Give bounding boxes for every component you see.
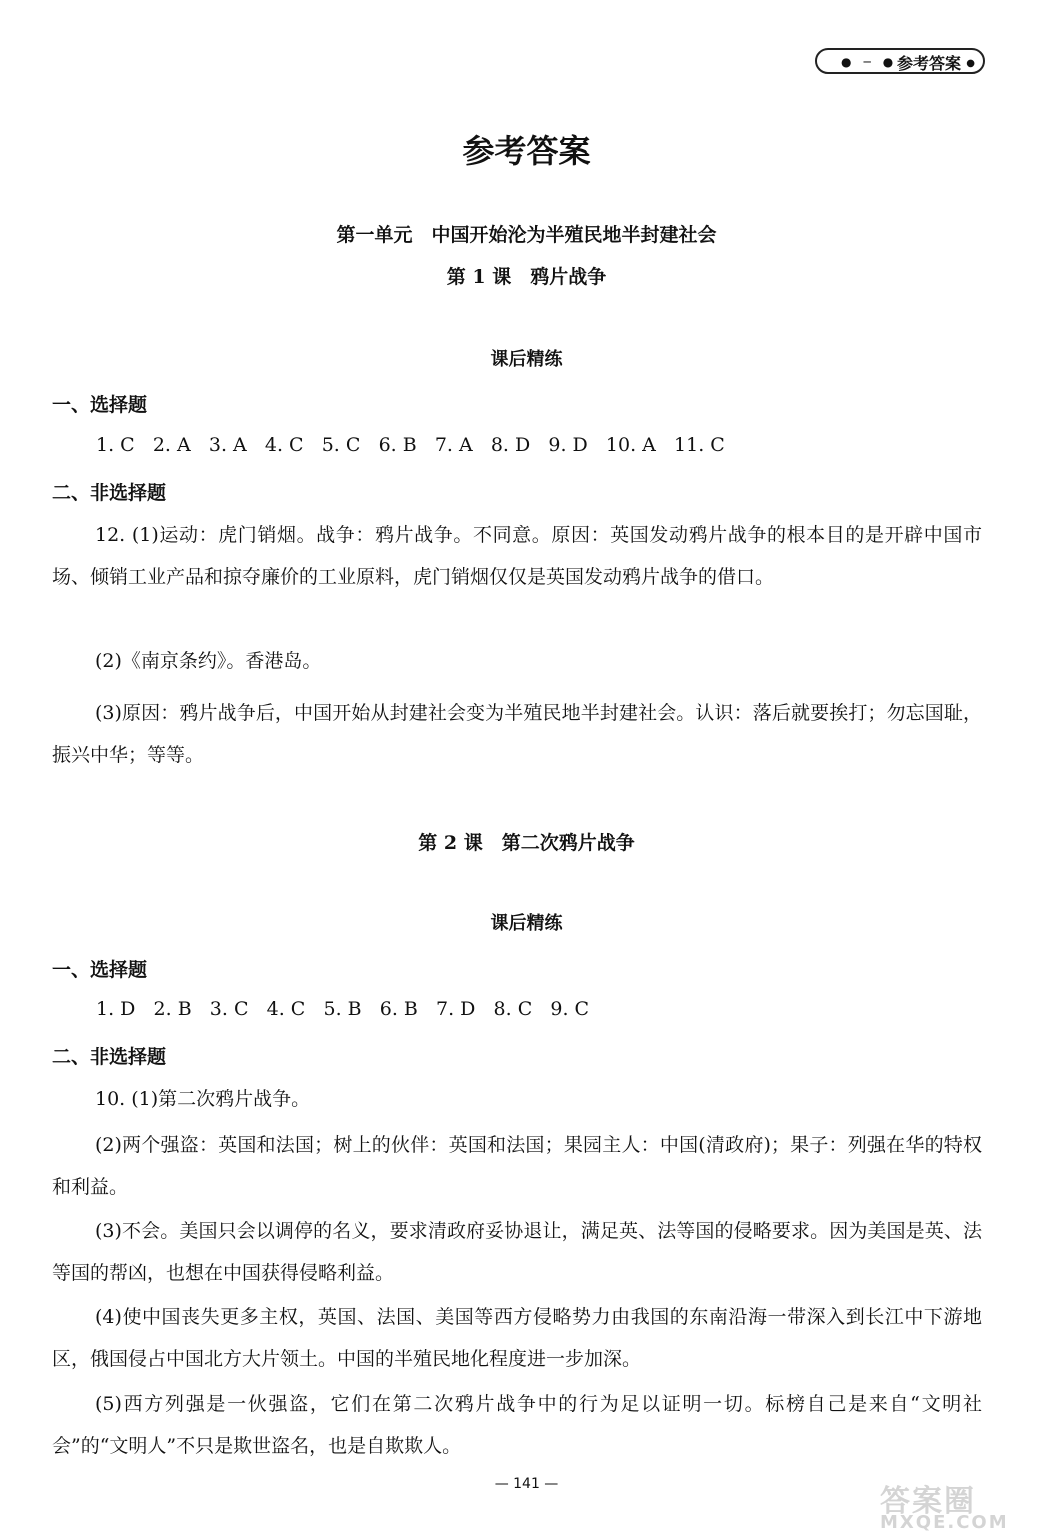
answer-item: 1. D [96,998,136,1020]
unit-title: 第一单元 中国开始沦为半殖民地半封建社会 [336,224,717,246]
lesson-2-answers [96,998,589,1020]
answer-item: 9. C [550,998,590,1020]
lesson-2-paragraph: (4)使中国丧失更多主权，英国、法国、美国等西方侵略势力由我国的东南沿海一带深入到长江中下游地区，俄国侵占中国北方大片领土。中国的半殖民地化程度进一步加深。 [52,1306,982,1370]
answer-item: 4. C [264,434,304,456]
answer-item: 3. C [209,998,249,1020]
answer-item: 10. A [605,434,656,456]
lesson-2-paragraph: (5)西方列强是一伙强盗，它们在第二次鸦片战争中的行为足以证明一切。标榜自己是来自“文明社会”的“文明人”不只是欺世盗名，也是自欺欺人。 [52,1393,982,1457]
lesson-1-paragraph: (3)原因：鸦片战争后，中国开始从封建社会变为半殖民地半封建社会。认识：落后就要挨打；勿忘国耻，振兴中华；等等。 [52,702,982,766]
answer-item: 5. C [321,434,361,456]
answer-item: 7. D [436,998,476,1020]
lesson-2-paragraph: (2)两个强盗：英国和法国；树上的伙伴：英国和法国；果园主人：中国(清政府)；果子：列强在华的特权和利益。 [52,1134,982,1198]
answer-item: 8. C [493,998,533,1020]
lesson-2-nonchoice-heading: 二、非选择题 [52,1046,167,1068]
answer-item: 3. A [208,434,247,456]
decorative-dot-icon: ● [966,58,975,69]
watermark-top: 答案圈 [880,1484,976,1519]
answer-item: 4. C [266,998,306,1020]
lesson-1-title: 第 1 课 鸦片战争 [446,266,607,288]
answer-item: 2. A [152,434,191,456]
lesson-2-section: 课后精练 [490,913,563,934]
lesson-1-paragraph: 12. (1)运动：虎门销烟。战争：鸦片战争。不同意。原因：英国发动鸦片战争的根本目的是开辟中国市场、倾销工业产品和掠夺廉价的工业原料，虎门销烟仅仅是英国发动鸦片战争的借口。 [52,524,982,588]
answer-item: 7. A [434,434,473,456]
lesson-1-answers [96,434,725,456]
lesson-1-choice-heading: 一、选择题 [52,394,148,416]
lesson-1-paragraph: (2)《南京条约》。香港岛。 [95,650,322,672]
page-number: — 141 — [494,1476,559,1492]
watermark-logo [880,1476,1030,1533]
answer-item: 6. B [379,998,418,1020]
lesson-1-section: 课后精练 [490,349,563,370]
answer-item: 1. C [96,434,135,456]
page-title: 参考答案 [462,132,591,170]
answer-item: 8. D [490,434,531,456]
header-tag [815,48,985,74]
lesson-2-paragraph: (3)不会。美国只会以调停的名义，要求清政府妥协退让，满足英、法等国的侵略要求。因为美国是英、法等国的帮凶，也想在中国获得侵略利益。 [52,1220,982,1284]
decorative-dots-icon: ●─● [841,55,906,69]
header-tag-label: 参考答案 [896,54,961,73]
lesson-2-title: 第 2 课 第二次鸦片战争 [418,832,635,854]
watermark-bottom: MXQE.COM [880,1512,1009,1533]
lesson-2-choice-heading: 一、选择题 [52,959,148,981]
answer-item: 9. D [548,434,588,456]
answer-item: 2. B [153,998,192,1020]
lesson-1-nonchoice-heading: 二、非选择题 [52,482,167,504]
answer-item: 5. B [323,998,362,1020]
answer-item: 6. B [378,434,417,456]
lesson-2-paragraph: 10. (1)第二次鸦片战争。 [95,1088,311,1110]
answer-item: 11. C [674,434,725,456]
